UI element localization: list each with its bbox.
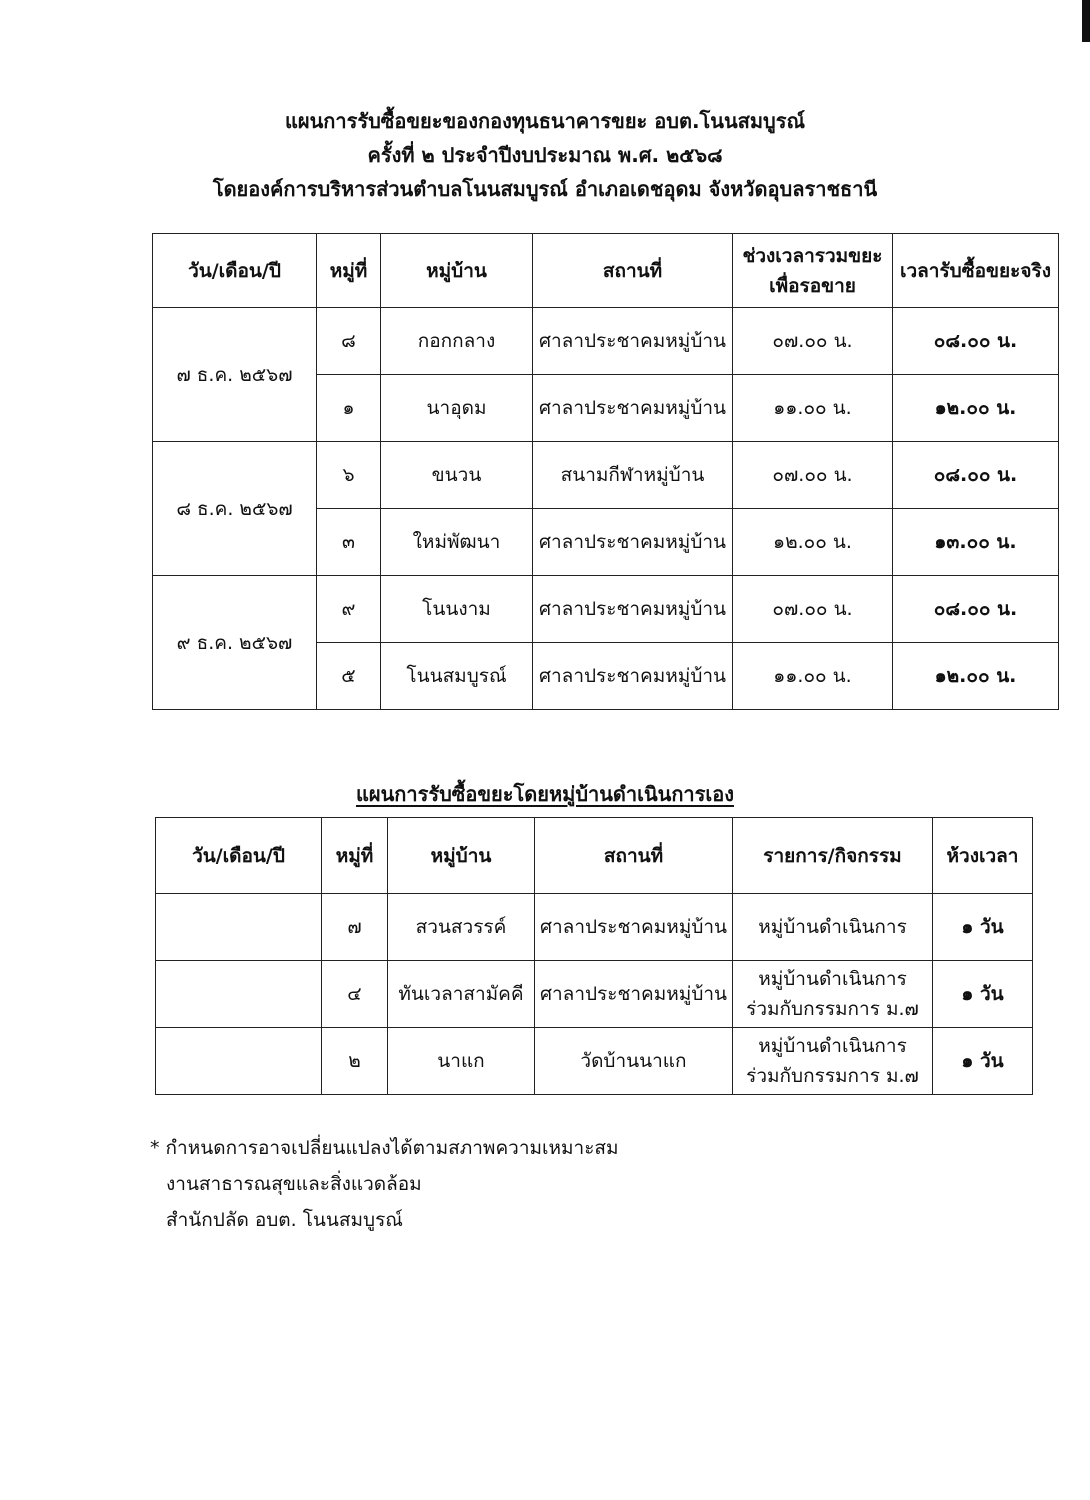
table-header-row bbox=[156, 818, 1033, 894]
col-header-place: สถานที่ bbox=[535, 818, 733, 894]
col-header-buy-time: เวลารับซื้อขยะจริง bbox=[893, 234, 1059, 308]
col-header-date: วัน/เดือน/ปี bbox=[156, 818, 322, 894]
activity-cell bbox=[733, 894, 933, 961]
col-header-village: หมู่บ้าน bbox=[388, 818, 535, 894]
date-cell bbox=[156, 961, 322, 1028]
document-heading bbox=[0, 104, 1090, 206]
place-cell: ศาลาประชาคมหมู่บ้าน bbox=[535, 961, 733, 1028]
section-2-title bbox=[0, 778, 1090, 810]
col-header-activity: รายการ/กิจกรรม bbox=[733, 818, 933, 894]
col-header-duration: ห้วงเวลา bbox=[933, 818, 1033, 894]
activity-line-2: ร่วมกับกรรมการ ม.๗ bbox=[746, 998, 919, 1020]
activity-line-1: หมู่บ้านดำเนินการ bbox=[758, 968, 907, 990]
moo-cell: ๗ bbox=[322, 894, 388, 961]
buy-time-cell: ๑๒.๐๐ น. bbox=[893, 375, 1059, 442]
section-2-title-text: แผนการรับซื้อขยะโดยหมู่บ้านดำเนินการเอง bbox=[355, 782, 735, 806]
activity-line-2: ร่วมกับกรรมการ ม.๗ bbox=[746, 1065, 919, 1087]
place-cell: วัดบ้านนาแก bbox=[535, 1028, 733, 1095]
footnotes bbox=[150, 1130, 619, 1238]
village-cell: นาอุดม bbox=[381, 375, 533, 442]
date-cell: ๘ ธ.ค. ๒๕๖๗ bbox=[153, 442, 317, 576]
footnote-department: งานสาธารณสุขและสิ่งแวดล้อม bbox=[166, 1173, 422, 1195]
date-cell bbox=[156, 1028, 322, 1095]
place-cell: ศาลาประชาคมหมู่บ้าน bbox=[533, 308, 733, 375]
date-cell: ๙ ธ.ค. ๒๕๖๗ bbox=[153, 576, 317, 710]
village-cell: ใหม่พัฒนา bbox=[381, 509, 533, 576]
col-header-collect-time: ช่วงเวลารวมขยะเพื่อรอขาย bbox=[733, 234, 893, 308]
village-cell: สวนสวรรค์ bbox=[388, 894, 535, 961]
moo-cell: ๖ bbox=[317, 442, 381, 509]
col-header-place: สถานที่ bbox=[533, 234, 733, 308]
buy-time-cell: ๑๒.๐๐ น. bbox=[893, 643, 1059, 710]
col-header-date: วัน/เดือน/ปี bbox=[153, 234, 317, 308]
duration-cell: ๑ วัน bbox=[933, 1028, 1033, 1095]
col-header-village: หมู่บ้าน bbox=[381, 234, 533, 308]
scan-edge-mark bbox=[1082, 0, 1090, 42]
collect-time-cell: ๑๑.๐๐ น. bbox=[733, 375, 893, 442]
place-cell: ศาลาประชาคมหมู่บ้าน bbox=[533, 375, 733, 442]
duration-cell: ๑ วัน bbox=[933, 961, 1033, 1028]
moo-cell: ๒ bbox=[322, 1028, 388, 1095]
date-cell bbox=[156, 894, 322, 961]
table-row bbox=[153, 576, 1059, 643]
moo-cell: ๙ bbox=[317, 576, 381, 643]
buy-time-cell: ๐๘.๐๐ น. bbox=[893, 576, 1059, 643]
date-cell: ๗ ธ.ค. ๒๕๖๗ bbox=[153, 308, 317, 442]
buy-time-cell: ๑๓.๐๐ น. bbox=[893, 509, 1059, 576]
duration-cell: ๑ วัน bbox=[933, 894, 1033, 961]
heading-line-2: ครั้งที่ ๒ ประจำปีงบประมาณ พ.ศ. ๒๕๖๘ bbox=[367, 143, 723, 167]
table-header-row bbox=[153, 234, 1059, 308]
place-cell: สนามกีฬาหมู่บ้าน bbox=[533, 442, 733, 509]
activity-cell bbox=[733, 1028, 933, 1095]
table-row bbox=[156, 1028, 1033, 1095]
activity-cell bbox=[733, 961, 933, 1028]
collect-time-cell: ๑๑.๐๐ น. bbox=[733, 643, 893, 710]
moo-cell: ๕ bbox=[317, 643, 381, 710]
buy-time-cell: ๐๘.๐๐ น. bbox=[893, 308, 1059, 375]
collect-time-cell: ๐๗.๐๐ น. bbox=[733, 576, 893, 643]
bank-schedule-table bbox=[152, 233, 1059, 710]
footnote-office: สำนักปลัด อบต. โนนสมบูรณ์ bbox=[166, 1209, 403, 1231]
moo-cell: ๓ bbox=[317, 509, 381, 576]
village-schedule-table bbox=[155, 817, 1033, 1095]
collect-time-cell: ๐๗.๐๐ น. bbox=[733, 442, 893, 509]
heading-line-1: แผนการรับซื้อขยะของกองทุนธนาคารขยะ อบต.โนนสมบูรณ์ bbox=[284, 109, 806, 133]
village-cell: กอกกลาง bbox=[381, 308, 533, 375]
footnote-remark: * กำหนดการอาจเปลี่ยนแปลงได้ตามสภาพความเหมาะสม bbox=[150, 1137, 619, 1159]
moo-cell: ๔ bbox=[322, 961, 388, 1028]
col-header-moo: หมู่ที่ bbox=[317, 234, 381, 308]
collect-time-cell: ๐๗.๐๐ น. bbox=[733, 308, 893, 375]
activity-line-1: หมู่บ้านดำเนินการ bbox=[758, 1035, 907, 1057]
village-cell: โนนงาม bbox=[381, 576, 533, 643]
col-header-moo: หมู่ที่ bbox=[322, 818, 388, 894]
village-cell: โนนสมบูรณ์ bbox=[381, 643, 533, 710]
table-row bbox=[153, 308, 1059, 375]
village-cell: ทันเวลาสามัคคี bbox=[388, 961, 535, 1028]
table-row bbox=[156, 894, 1033, 961]
place-cell: ศาลาประชาคมหมู่บ้าน bbox=[533, 576, 733, 643]
collect-time-cell: ๑๒.๐๐ น. bbox=[733, 509, 893, 576]
table-row bbox=[153, 442, 1059, 509]
moo-cell: ๘ bbox=[317, 308, 381, 375]
place-cell: ศาลาประชาคมหมู่บ้าน bbox=[533, 509, 733, 576]
place-cell: ศาลาประชาคมหมู่บ้าน bbox=[535, 894, 733, 961]
heading-line-3: โดยองค์การบริหารส่วนตำบลโนนสมบูรณ์ อำเภอเดชอุดม จังหวัดอุบลราชธานี bbox=[212, 177, 878, 201]
table-row bbox=[156, 961, 1033, 1028]
village-cell: ขนวน bbox=[381, 442, 533, 509]
activity-line-1: หมู่บ้านดำเนินการ bbox=[758, 916, 907, 938]
place-cell: ศาลาประชาคมหมู่บ้าน bbox=[533, 643, 733, 710]
moo-cell: ๑ bbox=[317, 375, 381, 442]
buy-time-cell: ๐๘.๐๐ น. bbox=[893, 442, 1059, 509]
village-cell: นาแก bbox=[388, 1028, 535, 1095]
